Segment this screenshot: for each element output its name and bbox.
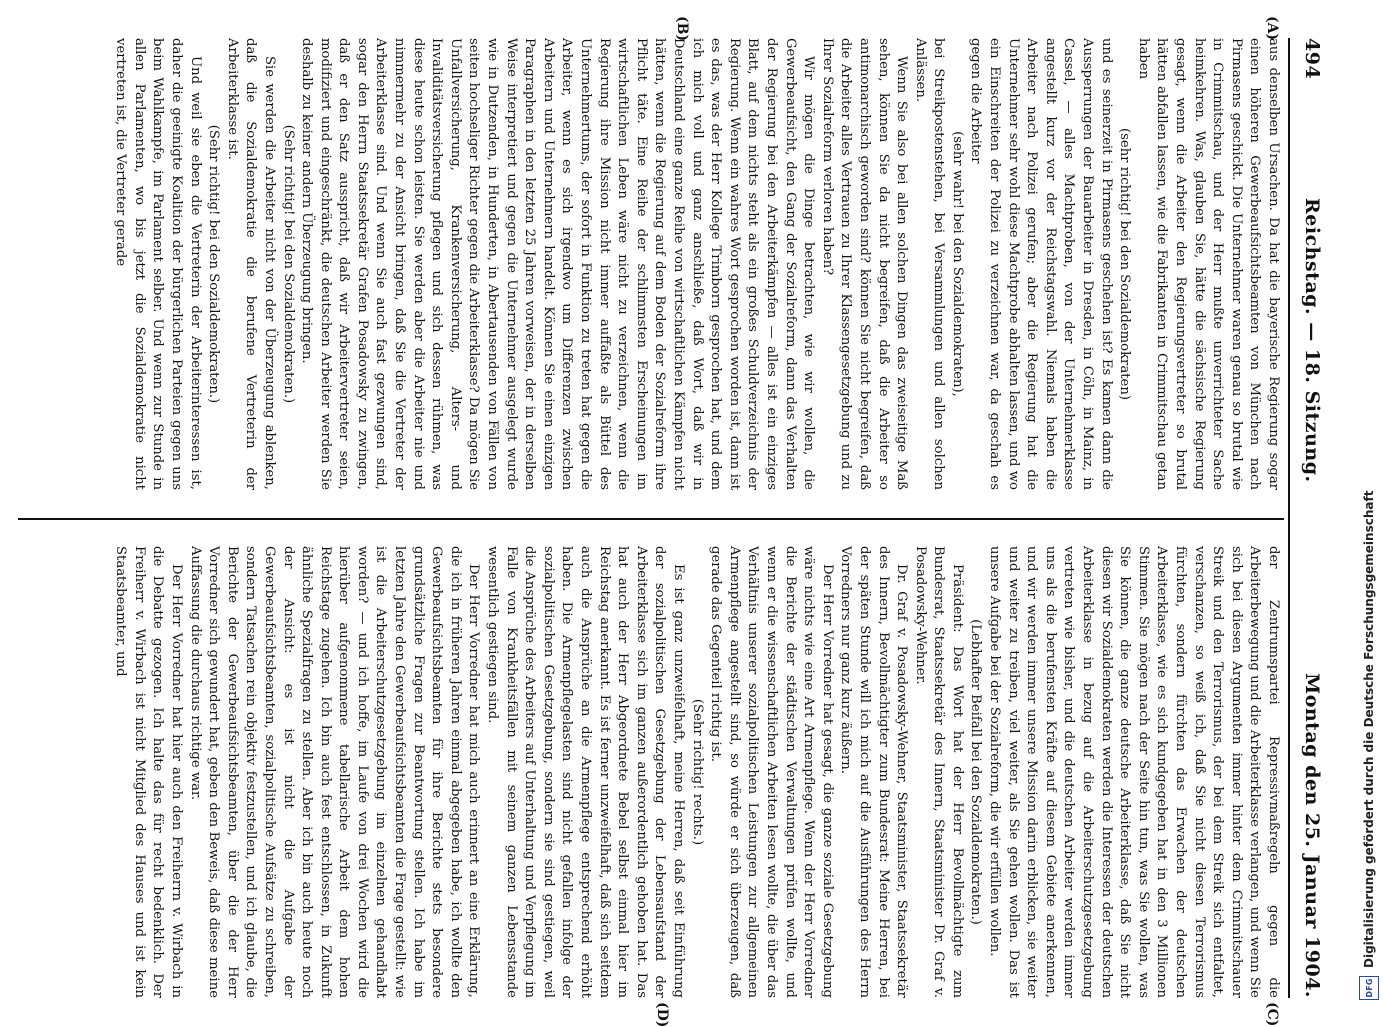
page-number: 494 — [1301, 38, 1323, 80]
paragraph: bei Streikpostenstehen, bei Versammlungen und allen solchen Anlässen. — [912, 38, 947, 490]
interjection: (Sehr richtig! bei den Sozialdemokraten.) — [280, 124, 296, 404]
margin-marker-c: (C) — [1264, 1002, 1280, 1027]
paragraph: Und weil sie eben die Vertreterin der Arbeiterinteressen ist, daher die geeinigte Koalition der bürgerlichen Parteien gegen uns beim Wahlkampfe, im Parlament selber. Und wenn zur Stunde in allen Parlamenten, wo bis jetzt die Sozialdemokratie nicht vertreten ist, die Vertreter gerade — [113, 38, 203, 490]
margin-marker-d: (D) — [654, 1002, 670, 1027]
paragraph: und es seinerzeit in Pirmasens geschehen ist? Es kamen dann die Aussperrungen der Bauarbeiter in Dresden, in Cöln, in Mainz, in Cassel, — alles Machtproben, von der Unternehmerklasse angestellt kurz vor der Reichstagswahl. Niemals haben die Arbeiter nach Polizei gerufen; aber die Regierung hat die Unternehmer sehr wohl diese Machtprobe abhalten lassen, und wo ein Einschreiten der Polizei zu verzeichnen war, da geschah es gegen die Arbeiter — [968, 38, 1114, 490]
paragraph: Der Herr Vorredner hat hier auch den Freiherrn v. Wirbach in die Debatte gezogen. Ich halte das für recht bedenklich. Der Freiherr v. Wirbach ist nicht Mitglied des Hauses und ist kein Staatsbeamter, und — [113, 546, 184, 998]
right-text-column — [20, 546, 1282, 998]
page-header — [1294, 38, 1330, 998]
credit-text: Digitalisierung gefördert durch die Deutsche Forschungsgemeinschaft — [1362, 490, 1376, 968]
digitization-credit — [1358, 0, 1380, 1000]
left-text-column — [20, 38, 1282, 490]
scanned-page — [10, 16, 1330, 1027]
paragraph: Präsident: Das Wort hat der Herr Bevollmächtigte zum Bundesrat, Staatssekretär des Innern, Staatsminister Dr. Graf v. Posadowsky-Wehner. — [912, 546, 965, 998]
interjection: (Sehr richtig! bei den Sozialdemokraten.) — [206, 124, 222, 404]
paragraph: Wir mögen die Dinge betrachten, wie wir wollen, die Gewerbeaufsicht, den Gang der Sozialreform, dann das Verhalten der Regierung bei den Arbeiterkämpfen — alles ist ein einziges Blatt, auf dem nichts steht als ein großes Schuldverzeichnis der Regierung. Wenn ein wahres Wort gesprochen worden ist, dann ist es das, was der Herr Kollege Trimborn gesprochen hat, und dem ich mich voll und ganz anschließe, daß Wort, daß wir in Deutschland eine ganze Reihe von wirtschaftlichen Kämpfen nicht hätten, wenn die Regierung auf dem Boden der Sozialreform ihre Pflicht täte. Eine Reihe der schlimmsten Erscheinungen im wirtschaftlichen Leben wäre nicht zu verzeichnen, wenn die Regierung ihre Mission nicht immer auffaßte als Büttel des Unternehmertums, der sofort in Funktion zu treten hat gegen die Arbeiter, wenn es sich irgendwo um Differenzen zwischen Arbeitern und Unternehmern handelt. Können Sie einen einzigen Paragraphen in den letzten 25 Jahren vorweisen, der in derselben Weise interpretiert und gegen die Unternehmer ausgelegt wurde wie in Dutzenden, in Hunderten, in Abertausenden von Fällen von seiten hochseliger Richter gegen die Arbeiterklasse? Da mögen Sie Unfallversicherung, Krankenversicherung, Alters- und Invaliditätsversicherung pflegen und sich dessen rühmen, was diese heute schon leisten. Sie werden aber die Arbeiter nie und nimmermehr zu der Ansicht bringen, daß Sie die Vertreter der Arbeiterklasse sind. Und wenn Sie auch fast gezwungen sind, sogar den Herrn Staatssekretär Grafen Posadowsky zu zwingen, daß er den Satz ausspricht, daß wir Arbeitervertreter seien, modifiziert und eingeschränkt, die deutschen Arbeiter werden Sie deshalb zu keiner andern Überzeugung bringen. — [299, 38, 817, 490]
margin-marker-b: (B) — [674, 16, 690, 42]
paragraph: Der Herr Vorredner hat gesagt, die ganze soziale Gesetzgebung wäre nichts wie eine Art Armenpflege. Wenn der Herr Vorredner die Berichte der städtischen Verwaltungen prüfen wollte, und wenn er die wissenschaftlichen Arbeiten lesen wollte, die über das Verhältnis unserer sozialpolitischen Leistungen zur allgemeinen Armenpflege angestellt sind, so würde er sich überzeugen, daß gerade das Gegenteil richtig ist. — [708, 546, 835, 998]
margin-marker-a: (A) — [1264, 16, 1280, 41]
interjection: (sehr richtig! bei den Sozialdemokraten) — [1117, 128, 1133, 400]
paragraph: Wenn Sie also bei allen solchen Dingen das zweiseitige Maß sehen, können Sie da nicht begreifen, daß die Arbeiter so antimonarchisch geworden sind? können Sie nicht begreifen, daß die Arbeiter alles Vertrauen zu Ihrer Klassengesetzgebung und zu Ihrer Sozialreform verloren haben? — [819, 38, 910, 490]
paragraph: der Zentrumspartei Repressivmaßregeln gegen die Arbeiterbewegung und die Arbeiterklasse verlangen, und wenn Sie sich bei diesen Argumenten immer hinter dem Crimmitschauer Streik und den Terrorismus, der bei dem Streik sich entfaltet, verschanzen, so weiß ich, daß Sie nicht diesen Terrorismus fürchten, sondern fürchten das Erwachen der deutschen Arbeiterklasse, wie es sich kundgegeben hat in den 3 Millionen Stimmen. Sie mögen nach der Seite hin tun, was Sie wollen, was Sie können, die ganze deutsche Arbeiterklasse, daß Sie nicht diesen wir Sozialdemokraten werden die Interessen der deutschen Arbeiterklasse in bezug auf die Arbeiterschutzgesetzgebung vertreten wie bisher, und die deutschen Arbeiter werden immer uns als die berufensten Kräfte auf diesem Gebiete anerkennen, und wir werden immer unsere Mission darin erblicken, sie weiter und weiter zu treiben, viel weiter, als Sie gehen wollen. Das ist unsere Aufgabe bei der Sozialreform, die wir erfüllen wollen. — [987, 546, 1281, 998]
paragraph: aus denselben Ursachen. Da hat die bayerische Regierung sogar einen höheren Gewerbeaufsichtsbeamten von München nach Pirmasens geschickt. Die Unternehmer waren genau so brutal wie in Crimmitschau, und der Herr mußte unverrichteter Sache heimkehren. Was, glauben Sie, hätte die sächsische Regierung gesagt, wenn die Arbeiter den Regierungsvertreter so brutal hätten abfallen lassen, wie die Fabrikanten in Crimmitschau getan haben — [1135, 38, 1281, 490]
interjection: (Sehr richtig! rechts.) — [689, 698, 705, 846]
paragraph: Sie werden die Arbeiter nicht von der Überzeugung ablenken, daß die Sozialdemokratie die berufene Vertreterin der Arbeiterklasse ist. — [224, 38, 277, 490]
paragraph: Der Herr Vorredner hat mich auch erinnert an eine Erklärung, die ich in früheren Jahren einmal abgegeben habe, ich wollte den Gewerbeaufsichtsbeamten für ihre Berichte stets besondere grundsätzliche Fragen zur Beantwortung stellen. Ich habe im letzten Jahre den Gewerbeaufsichtsbeamten die Frage gestellt: wie ist die Arbeiterschutzgesetzgebung im einzelnen gehandhabt worden? — und ich hoffe, im Laufe von drei Wochen wird die hierüber aufgenommene tabellarische Arbeit dem hohen Reichstage zugehen. Ich bin auch fest entschlossen, in Zukunft ähnliche Spezialfragen zu stellen. Aber ich bin auch heute noch der Ansicht: es ist nicht die Aufgabe der Gewerbeaufsichtsbeamten, sozialpolitische Aufsätze zu schreiben, sondern Tatsachen rein objektiv festzustellen, und ich glaube, die Berichte der Gewerbeaufsichtsbeamten, über die der Herr Vorredner sich gewundert hat, geben den Beweis, daß diese meine Auffassung die durchaus richtige war. — [187, 546, 482, 998]
interjection: (sehr wahr! bei den Sozialdemokraten), — [949, 131, 965, 397]
dfg-logo-icon: DFG — [1359, 976, 1379, 1000]
header-rule — [1288, 38, 1290, 998]
paragraph: Es ist ganz unzweifelhaft, meine Herren, daß seit Einführung der sozialpolitischen Gesetzgebung der Lebensaufstand der Arbeiterklasse sich im ganzen außerordentlich gehoben hat. Das hat auch der Herr Abgeordnete Bebel selbst einmal hier im Reichstag anerkannt. Es ist ferner unzweifelhaft, daß sich seitdem auch die Ansprüche an die Armenpflege entsprechend erhöht haben. Die Armenpflegelasten sind nicht gefallen infolge der sozialpolitischen Gesetzgebung, sondern sie sind gestiegen, weil die Ansprüche des Arbeiters auf Unterhaltung und Verpflegung im Falle von Krankheitsfällen mit seinem ganzen Lebensstande wesentlich gestiegen sind. — [485, 546, 686, 998]
page-title: Reichstag. — 18. Sitzung. — [1301, 198, 1323, 483]
paragraph: Dr. Graf v. Posadowsky-Wehner, Staatsminister, Staatssekretär des Innern, Bevollmächtigter zum Bundesrat: Meine Herren, bei der späten Stunde will ich mich auf die Ausführungen des Herrn Vorredners nur ganz kurz äußern. — [838, 546, 910, 998]
column-divider — [18, 518, 1284, 520]
interjection: (Lebhafter Beifall bei den Sozialdemokraten.) — [968, 619, 984, 925]
page-date: Montag den 25. Januar 1904. — [1301, 673, 1323, 998]
